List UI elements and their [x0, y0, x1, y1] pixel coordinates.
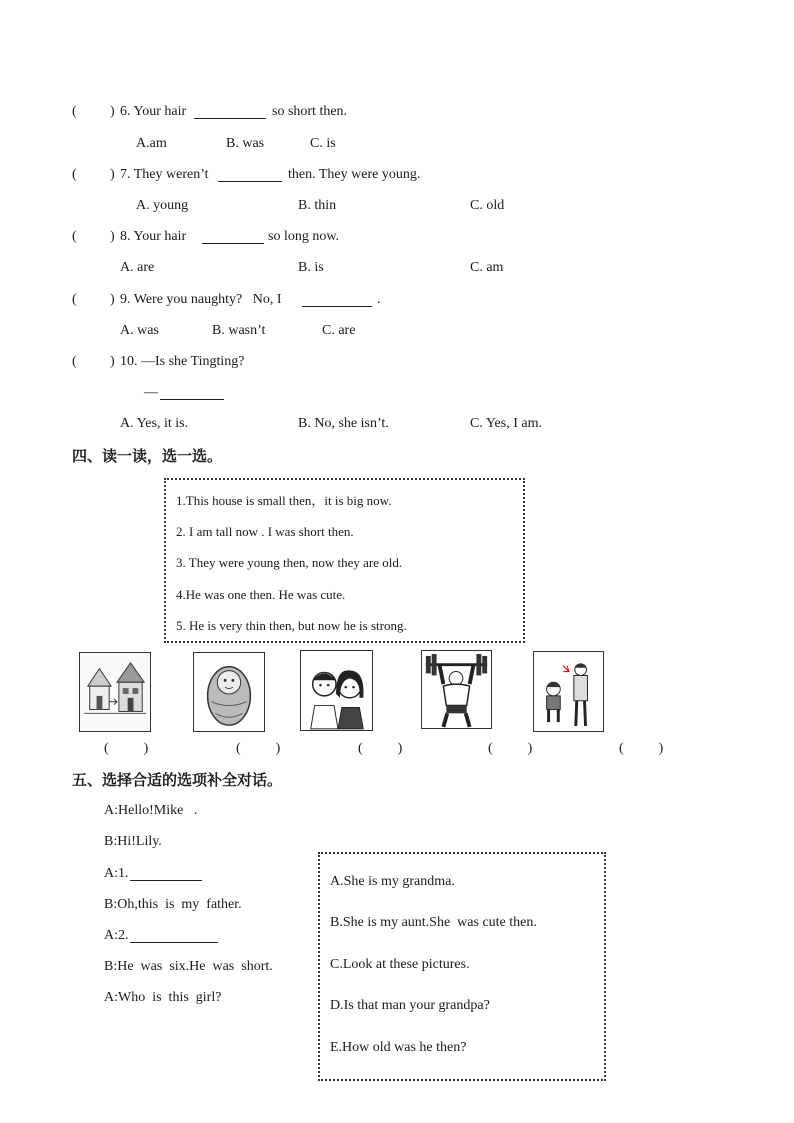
answer-blank[interactable]	[160, 385, 224, 400]
dialogue-line: A:Hello!Mike .	[104, 803, 198, 818]
answer-blank[interactable]	[218, 167, 282, 182]
answer-paren-open: (	[72, 292, 77, 307]
answer-blank[interactable]	[194, 104, 266, 119]
option-c: C. am	[470, 260, 504, 275]
answer-blank[interactable]	[130, 928, 218, 943]
option-c: C.Look at these pictures.	[330, 957, 470, 972]
sentence-1: 1.This house is small then，it is big now.	[176, 493, 392, 508]
sentence-4: 4.He was one then. He was cute.	[176, 587, 346, 602]
question-text: 10. —Is she Tingting?	[120, 354, 245, 369]
answer-paren[interactable]: ( )	[236, 741, 281, 756]
answer-paren[interactable]: ( )	[104, 741, 149, 756]
option-b: B. was	[226, 136, 265, 151]
answer-paren-close: )	[110, 104, 115, 119]
answer-paren-open: (	[72, 104, 77, 119]
option-c: C. Yes, I am.	[470, 416, 542, 431]
weightlifter-icon	[421, 650, 492, 729]
section-4-title: 四、读一读，选一选。	[72, 447, 223, 465]
option-b: B. No, she isn’t.	[298, 416, 389, 431]
option-a: A.am	[136, 136, 167, 151]
baby-icon	[193, 652, 265, 732]
option-a: A.She is my grandma.	[330, 874, 455, 889]
question-text: 8. Your hair	[120, 229, 187, 244]
answer-paren-close: )	[110, 354, 115, 369]
answer-paren-close: )	[110, 167, 115, 182]
answer-blank[interactable]	[302, 292, 372, 307]
boy-and-man-icon	[533, 651, 604, 732]
option-c: C. are	[322, 323, 356, 338]
option-d: D.Is that man your grandpa?	[330, 998, 490, 1013]
question-text-after: so long now.	[268, 229, 340, 244]
option-a: A. was	[120, 323, 159, 338]
answer-paren-open: (	[72, 229, 77, 244]
answer-paren[interactable]: ( )	[358, 741, 403, 756]
option-b: B.She is my aunt.She was cute then.	[330, 915, 537, 930]
section-5-title: 五、选择合适的选项补全对话。	[72, 771, 283, 789]
couple-icon	[300, 650, 373, 731]
dialogue-line: A:Who is this girl?	[104, 990, 222, 1005]
answer-blank[interactable]	[130, 866, 202, 881]
dialogue-line: B:Oh,this is my father.	[104, 897, 242, 912]
sentence-box	[164, 478, 525, 643]
option-b: B. thin	[298, 198, 337, 213]
answer-paren[interactable]: ( )	[619, 741, 664, 756]
dialogue-line: A:1.	[104, 866, 129, 881]
question-text: 9. Were you naughty? No, I	[120, 292, 282, 307]
question-text-after: then. They were young.	[288, 167, 421, 182]
question-text-after: .	[377, 292, 381, 307]
option-a: A. Yes, it is.	[120, 416, 189, 431]
question-text-after: so short then.	[272, 104, 348, 119]
answer-paren-close: )	[110, 292, 115, 307]
option-c: C. old	[470, 198, 505, 213]
answer-paren-close: )	[110, 229, 115, 244]
option-c: C. is	[310, 136, 336, 151]
house-icon	[79, 652, 151, 732]
reply-dash: —	[144, 385, 158, 400]
dialogue-line: B:He was six.He was short.	[104, 959, 273, 974]
dialogue-line: B:Hi!Lily.	[104, 834, 162, 849]
option-e: E.How old was he then?	[330, 1040, 467, 1055]
answer-paren[interactable]: ( )	[488, 741, 533, 756]
answer-blank[interactable]	[202, 229, 264, 244]
dialogue-line: A:2.	[104, 928, 129, 943]
question-text: 7. They weren’t	[120, 167, 209, 182]
option-a: A. are	[120, 260, 155, 275]
sentence-5: 5. He is very thin then, but now he is strong.	[176, 618, 407, 633]
answer-paren-open: (	[72, 167, 77, 182]
answer-paren-open: (	[72, 354, 77, 369]
option-b: B. wasn’t	[212, 323, 266, 338]
question-text: 6. Your hair	[120, 104, 187, 119]
sentence-3: 3. They were young then, now they are old.	[176, 555, 403, 570]
option-b: B. is	[298, 260, 324, 275]
options-box	[318, 852, 606, 1081]
option-a: A. young	[136, 198, 189, 213]
sentence-2: 2. I am tall now . I was short then.	[176, 524, 354, 539]
